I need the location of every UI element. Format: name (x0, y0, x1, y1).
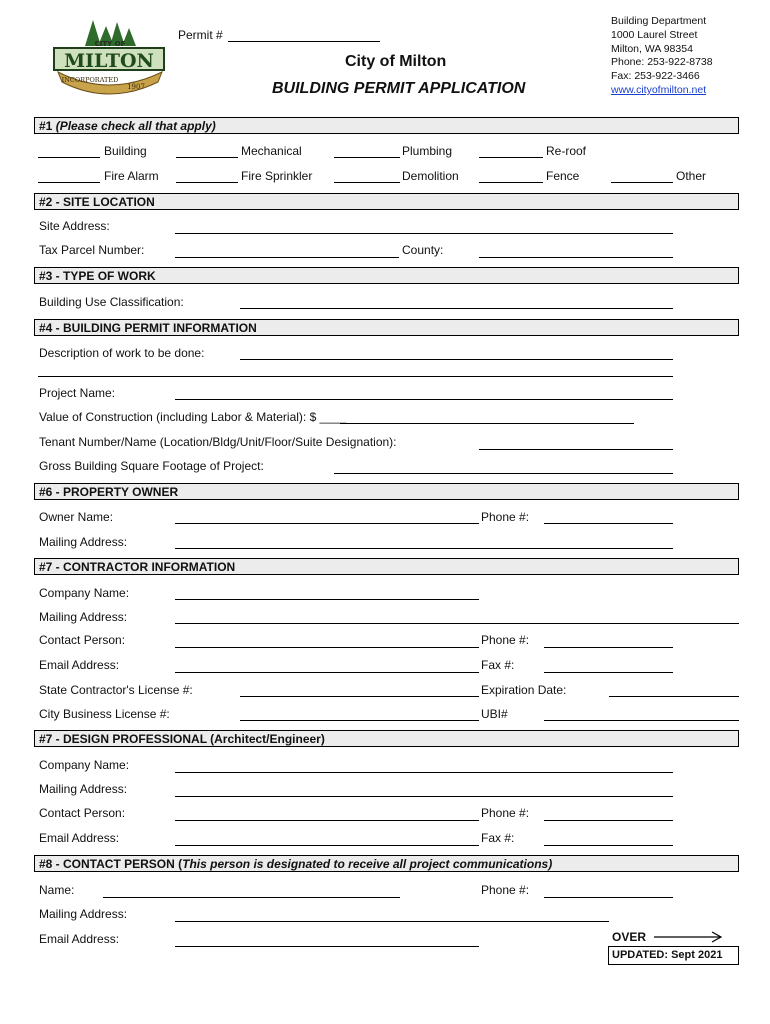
section-8-note: This person is designated to receive all project communications) (182, 857, 553, 871)
form-title: BUILDING PERMIT APPLICATION (272, 80, 526, 97)
design-contact-field[interactable] (175, 820, 479, 821)
city-license-field[interactable] (240, 720, 479, 721)
dept-name: Building Department (611, 15, 707, 27)
updated-label: UPDATED: Sept 2021 (612, 949, 723, 961)
city-title: City of Milton (345, 53, 447, 70)
ubi-field[interactable] (544, 720, 739, 721)
option-reroof: Re-roof (546, 144, 587, 158)
description-label: Description of work to be done: (39, 346, 205, 360)
owner-phone-label: Phone #: (481, 510, 530, 524)
city-license-label: City Business License #: (39, 707, 170, 721)
section-8-header (34, 855, 739, 872)
construction-value-field[interactable] (340, 423, 634, 424)
construction-value-label: Value of Construction (including Labor & Material): $ ____ (39, 410, 347, 424)
county-label: County: (402, 243, 444, 257)
section-7-design-header (34, 730, 739, 747)
owner-mailing-label: Mailing Address: (39, 535, 128, 549)
section-7-contractor-header (34, 558, 739, 575)
contractor-contact-field[interactable] (175, 647, 479, 648)
expiration-date-field[interactable] (609, 696, 739, 697)
contractor-email-label: Email Address: (39, 658, 120, 672)
contact-phone-field[interactable] (544, 897, 673, 898)
section-7-design-title: #7 - DESIGN PROFESSIONAL (Architect/Engineer) (39, 732, 325, 746)
contractor-mailing-field[interactable] (175, 623, 739, 624)
contractor-phone-field[interactable] (544, 647, 673, 648)
dept-street: 1000 Laurel Street (611, 28, 698, 41)
option-building: Building (104, 144, 147, 158)
use-classification-label: Building Use Classification: (39, 295, 184, 309)
permit-number-field[interactable] (228, 41, 380, 42)
contractor-company-field[interactable] (175, 599, 479, 600)
svg-text:INCORPORATED: INCORPORATED (61, 76, 119, 84)
option-fire-alarm: Fire Alarm (104, 169, 159, 183)
contractor-email-field[interactable] (175, 672, 479, 673)
svg-text:CITY OF: CITY OF (94, 40, 126, 48)
description-field-2[interactable] (38, 376, 673, 377)
contractor-contact-label: Contact Person: (39, 633, 126, 647)
design-fax-field[interactable] (544, 845, 673, 846)
site-address-field[interactable] (175, 233, 673, 234)
tax-parcel-label: Tax Parcel Number: (39, 243, 145, 257)
design-mailing-label: Mailing Address: (39, 782, 128, 796)
tenant-label: Tenant Number/Name (Location/Bldg/Unit/Floor/Suite Designation): (39, 435, 397, 449)
section-8-title: #8 - CONTACT PERSON ( (39, 857, 183, 871)
design-phone-field[interactable] (544, 820, 673, 821)
section-6-header (34, 483, 739, 500)
fire-alarm-check[interactable] (38, 182, 100, 183)
reroof-check[interactable] (479, 157, 543, 158)
design-phone-label: Phone #: (481, 806, 530, 820)
contact-email-label: Email Address: (39, 932, 120, 946)
city-of-milton-logo (50, 18, 168, 98)
option-other: Other (676, 169, 707, 183)
design-email-field[interactable] (175, 845, 479, 846)
contact-name-label: Name: (39, 883, 75, 897)
use-classification-field[interactable] (240, 308, 673, 309)
contractor-fax-label: Fax #: (481, 658, 515, 672)
arrow-right-icon (652, 930, 724, 944)
option-fire-sprinkler: Fire Sprinkler (241, 169, 313, 183)
design-mailing-field[interactable] (175, 796, 673, 797)
contractor-mailing-label: Mailing Address: (39, 610, 128, 624)
section-6-title: #6 - PROPERTY OWNER (39, 485, 179, 499)
svg-text:MILTON: MILTON (64, 50, 154, 72)
contact-phone-label: Phone #: (481, 883, 530, 897)
section-1-number: #1 (39, 119, 53, 133)
design-email-label: Email Address: (39, 831, 120, 845)
design-contact-label: Contact Person: (39, 806, 126, 820)
ubi-label: UBI# (481, 707, 508, 721)
contractor-phone-label: Phone #: (481, 633, 530, 647)
project-name-label: Project Name: (39, 386, 116, 400)
section-1-header (34, 117, 739, 134)
county-field[interactable] (479, 257, 673, 258)
state-license-field[interactable] (240, 696, 479, 697)
owner-mailing-field[interactable] (175, 548, 673, 549)
section-2-title: #2 - SITE LOCATION (39, 195, 155, 209)
section-1-instructions: (Please check all that apply) (55, 119, 216, 133)
dept-website-link[interactable]: www.cityofmilton.net (611, 83, 707, 96)
option-mechanical: Mechanical (241, 144, 302, 158)
contractor-fax-field[interactable] (544, 672, 673, 673)
svg-text:1907: 1907 (127, 83, 145, 91)
fire-sprinkler-check[interactable] (176, 182, 238, 183)
dept-phone: Phone: 253-922-8738 (611, 56, 713, 69)
contact-name-field[interactable] (103, 897, 400, 898)
contact-mailing-field[interactable] (175, 921, 609, 922)
section-3-title: #3 - TYPE OF WORK (39, 269, 156, 283)
building-check[interactable] (38, 157, 100, 158)
description-field-1[interactable] (240, 359, 673, 360)
tenant-field[interactable] (479, 449, 673, 450)
mechanical-check[interactable] (176, 157, 238, 158)
contact-mailing-label: Mailing Address: (39, 907, 128, 921)
site-address-label: Site Address: (39, 219, 110, 233)
dept-fax: Fax: 253-922-3466 (611, 70, 700, 83)
department-contact-block (611, 15, 713, 98)
design-company-field[interactable] (175, 772, 673, 773)
over-label: OVER (612, 930, 647, 944)
option-plumbing: Plumbing (402, 144, 453, 158)
owner-name-field[interactable] (175, 523, 479, 524)
square-footage-label: Gross Building Square Footage of Project: (39, 459, 264, 473)
design-company-label: Company Name: (39, 758, 130, 772)
demolition-check[interactable] (334, 182, 400, 183)
expiration-date-label: Expiration Date: (481, 683, 567, 697)
contractor-company-label: Company Name: (39, 586, 130, 600)
tax-parcel-field[interactable] (175, 257, 399, 258)
state-license-label: State Contractor's License #: (39, 683, 193, 697)
section-4-title: #4 - BUILDING PERMIT INFORMATION (39, 321, 257, 335)
option-demolition: Demolition (402, 169, 459, 183)
permit-number-label: Permit # (178, 28, 223, 42)
square-footage-field[interactable] (334, 473, 673, 474)
dept-city-state: Milton, WA 98354 (611, 42, 693, 55)
other-check[interactable] (611, 182, 673, 183)
section-3-header (34, 267, 739, 284)
fence-check[interactable] (479, 182, 543, 183)
section-2-header (34, 193, 739, 210)
updated-box (608, 946, 739, 965)
project-name-field[interactable] (175, 399, 673, 400)
option-fence: Fence (546, 169, 580, 183)
section-4-header (34, 319, 739, 336)
section-7-contractor-title: #7 - CONTRACTOR INFORMATION (39, 560, 236, 574)
plumbing-check[interactable] (334, 157, 400, 158)
contact-email-field[interactable] (175, 946, 479, 947)
design-fax-label: Fax #: (481, 831, 515, 845)
owner-phone-field[interactable] (544, 523, 673, 524)
owner-name-label: Owner Name: (39, 510, 114, 524)
